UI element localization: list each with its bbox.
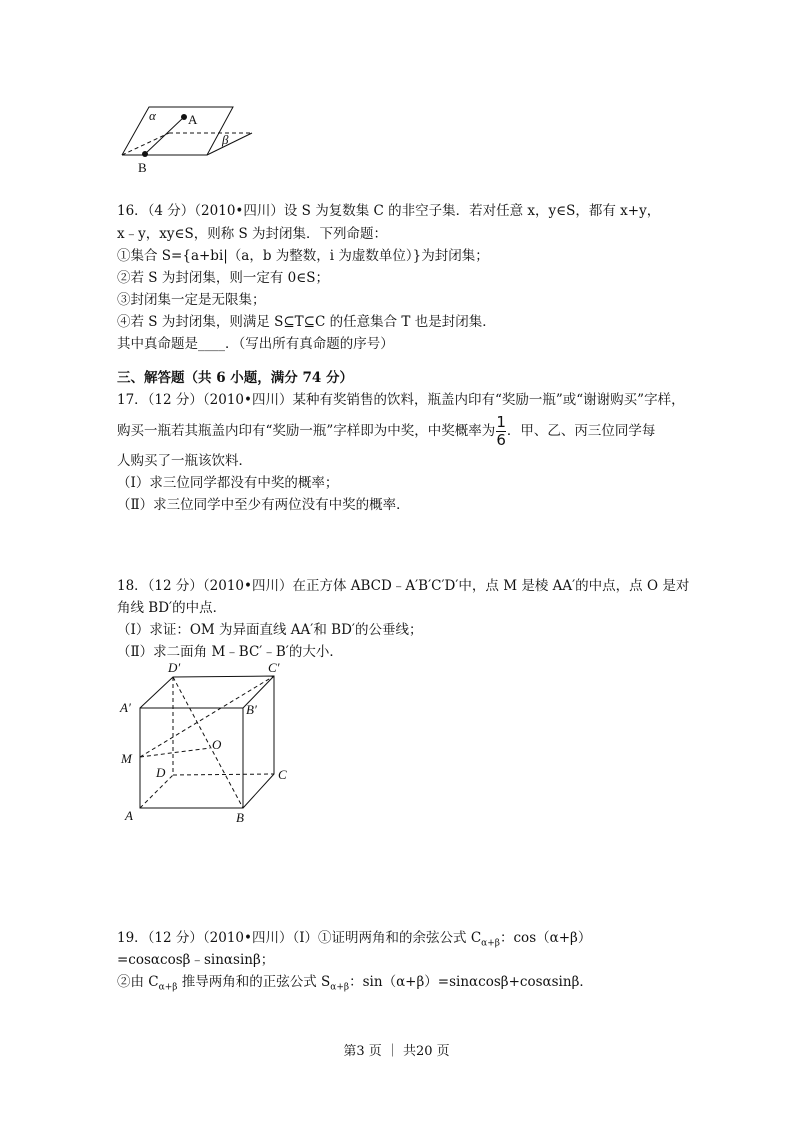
q19-text: ②由 C — [117, 974, 159, 990]
q19-line — [117, 929, 591, 953]
q18-line: 角线 BD′的中点． — [117, 600, 227, 616]
numerator: 1 — [496, 413, 506, 431]
label-A1: A′ — [120, 700, 131, 715]
subscript: α+β — [158, 982, 178, 993]
label-B: B — [138, 160, 147, 175]
q16-line: ②若 S 为封闭集，则一定有 0∈S； — [117, 270, 329, 286]
section-heading: 三、解答题（共 6 小题，满分 74 分） — [117, 370, 353, 386]
label-alpha: α — [149, 108, 156, 123]
q16-line: ③封闭集一定是无限集； — [117, 292, 266, 308]
denominator: 6 — [496, 431, 506, 449]
q17-part1: （Ⅰ）求三位同学都没有中奖的概率； — [117, 475, 339, 491]
q19-line — [117, 973, 593, 997]
q18-line: （Ⅰ）求证：OM 为异面直线 AA′和 BD′的公垂线； — [117, 622, 423, 638]
q16-line: ④若 S 为封闭集，则满足 S⊆T⊆C 的任意集合 T 也是封闭集． — [117, 314, 496, 330]
label-C: C — [278, 767, 287, 782]
q16-line: 16．（4 分）（2010•四川）设 S 为复数集 C 的非空子集．若对任意 x，y∈S，都有 x+y， — [117, 203, 661, 219]
label-D1: D′ — [168, 660, 181, 675]
q19-text: 推导两角和的正弦公式 S — [177, 974, 331, 990]
q16-line: 其中真命题是____．（写出所有真命题的序号） — [117, 336, 394, 352]
q19-line: =cosαcosβ﹣sinαsinβ； — [117, 952, 275, 968]
label-B1: B′ — [246, 702, 257, 717]
q19-text: ：cos（α+β） — [500, 930, 592, 946]
label-O: O — [212, 737, 222, 752]
subscript: α+β — [481, 938, 500, 949]
fraction — [496, 414, 506, 449]
label-M: M — [121, 751, 132, 766]
q16-line: x﹣y，xy∈S，则称 S 为封闭集．下列命题： — [117, 226, 388, 242]
label-D: D — [156, 765, 166, 780]
label-B: B — [236, 810, 244, 825]
q17-part2: （Ⅱ）求三位同学中至少有两位没有中奖的概率． — [117, 497, 410, 513]
label-beta: β — [222, 132, 229, 147]
label-A: A — [188, 112, 198, 127]
label-C1: C′ — [268, 660, 280, 675]
q17-line: 17．（12 分）（2010•四川）某种有奖销售的饮料，瓶盖内印有“奖励一瓶”或“谢谢购买”字样， — [117, 392, 685, 408]
q18-line: 18．（12 分）（2010•四川）在正方体 ABCD﹣A′B′C′D′中，点 M 是棱 AA′的中点，点 O 是对 — [117, 578, 690, 594]
page-footer: 第3 页 ｜ 共20 页 — [343, 1044, 450, 1059]
q17-line: 人购买了一瓶该饮料． — [117, 453, 252, 469]
q16-line: ①集合 S={a+bi|（a，b 为整数，i 为虚数单位）}为封闭集； — [117, 248, 489, 264]
q19-text: 19．（12 分）（2010•四川）（Ⅰ）①证明两角和的余弦公式 C — [117, 930, 482, 946]
q18-line: （Ⅱ）求二面角 M﹣BC′﹣B′的大小． — [117, 644, 343, 660]
q17-text: ．甲、乙、丙三位同学每 — [506, 423, 656, 439]
subscript: α+β — [330, 982, 350, 993]
label-A: A — [125, 808, 133, 823]
q19-text: ：sin（α+β）=sinαcosβ+cosαsinβ． — [349, 974, 593, 990]
q17-text: 购买一瓶若其瓶盖内印有“奖励一瓶”字样即为中奖，中奖概率为 — [117, 423, 496, 439]
q17-line — [117, 414, 655, 449]
